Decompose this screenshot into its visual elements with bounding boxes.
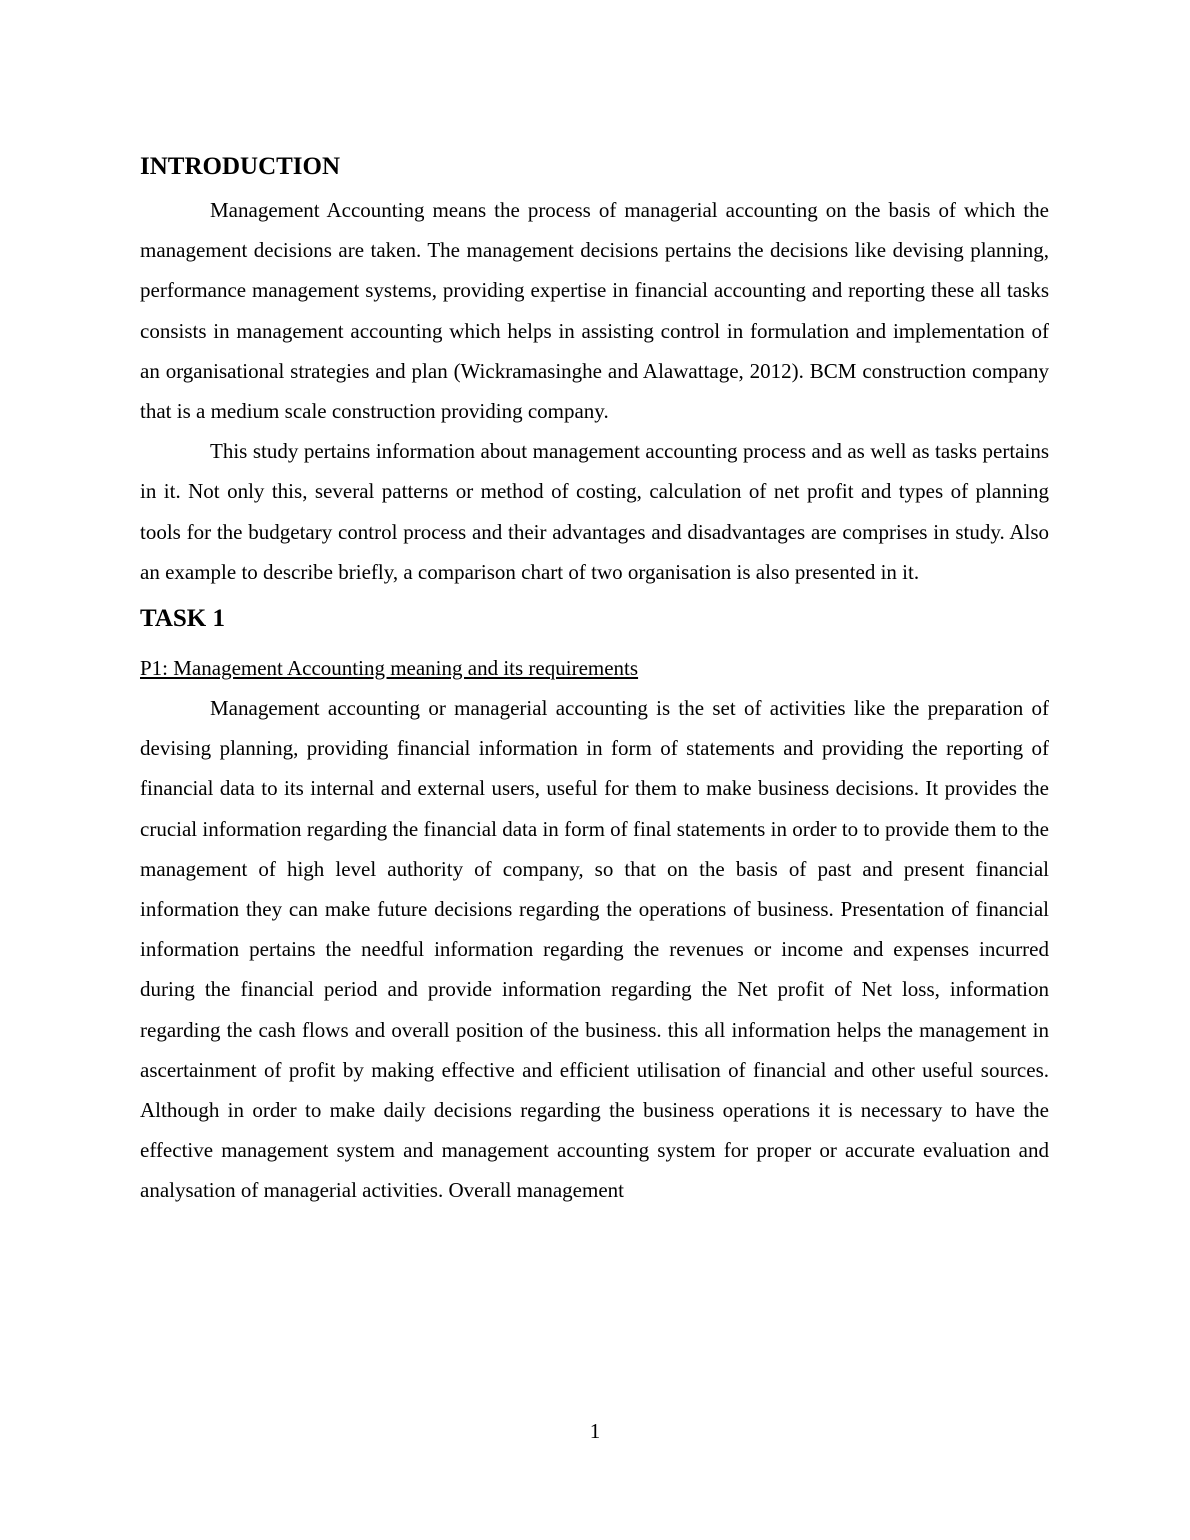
page-content xyxy=(140,150,1049,1211)
introduction-heading: INTRODUCTION xyxy=(140,153,341,180)
task1-subheading: P1: Management Accounting meaning and its requirements xyxy=(140,656,639,681)
task1-paragraph: Management accounting or managerial accounting is the set of activities like the preparation of devising planning, providing financial information in form of statements and providing the reporting of financial data to its internal and external users, useful for them to make business decisions. It provides the crucial information regarding the financial data in form of final statements in order to to provide them to the management of high level authority of company, so that on the basis of past and present financial information they can make future decisions regarding the operations of business. Presentation of financial information pertains the needful information regarding the revenues or income and expenses incurred during the financial period and provide information regarding the Net profit of Net loss, information regarding the cash flows and overall position of the business. this all information helps the management in ascertainment of profit by making effective and efficient utilisation of financial and other useful sources. Although in order to make daily decisions regarding the business operations it is necessary to have the effective management system and management accounting system for proper or accurate evaluation and analysation of managerial activities. Overall management xyxy=(140,696,1049,1203)
page-number: 1 xyxy=(589,1419,601,1443)
introduction-paragraph-2: This study pertains information about management accounting process and as well as tasks pertains in it. Not only this, several patterns or method of costing, calculation of net profit and types of planning tools for the budgetary control process and their advantages and disadvantages are comprises in study. Also an example to describe briefly, a comparison chart of two organisation is also presented in it. xyxy=(140,439,1049,584)
task1-heading: TASK 1 xyxy=(140,605,225,633)
introduction-paragraph-1: Management Accounting means the process of managerial accounting on the basis of which the management decisions are taken. The management decisions pertains the decisions like devising planning, performance management systems, providing expertise in financial accounting and reporting these all tasks consists in management accounting which helps in assisting control in formulation and implementation of an organisational strategies and plan (Wickramasinghe and Alawattage, 2012). BCM construction company that is a medium scale construction providing company. xyxy=(140,198,1049,424)
